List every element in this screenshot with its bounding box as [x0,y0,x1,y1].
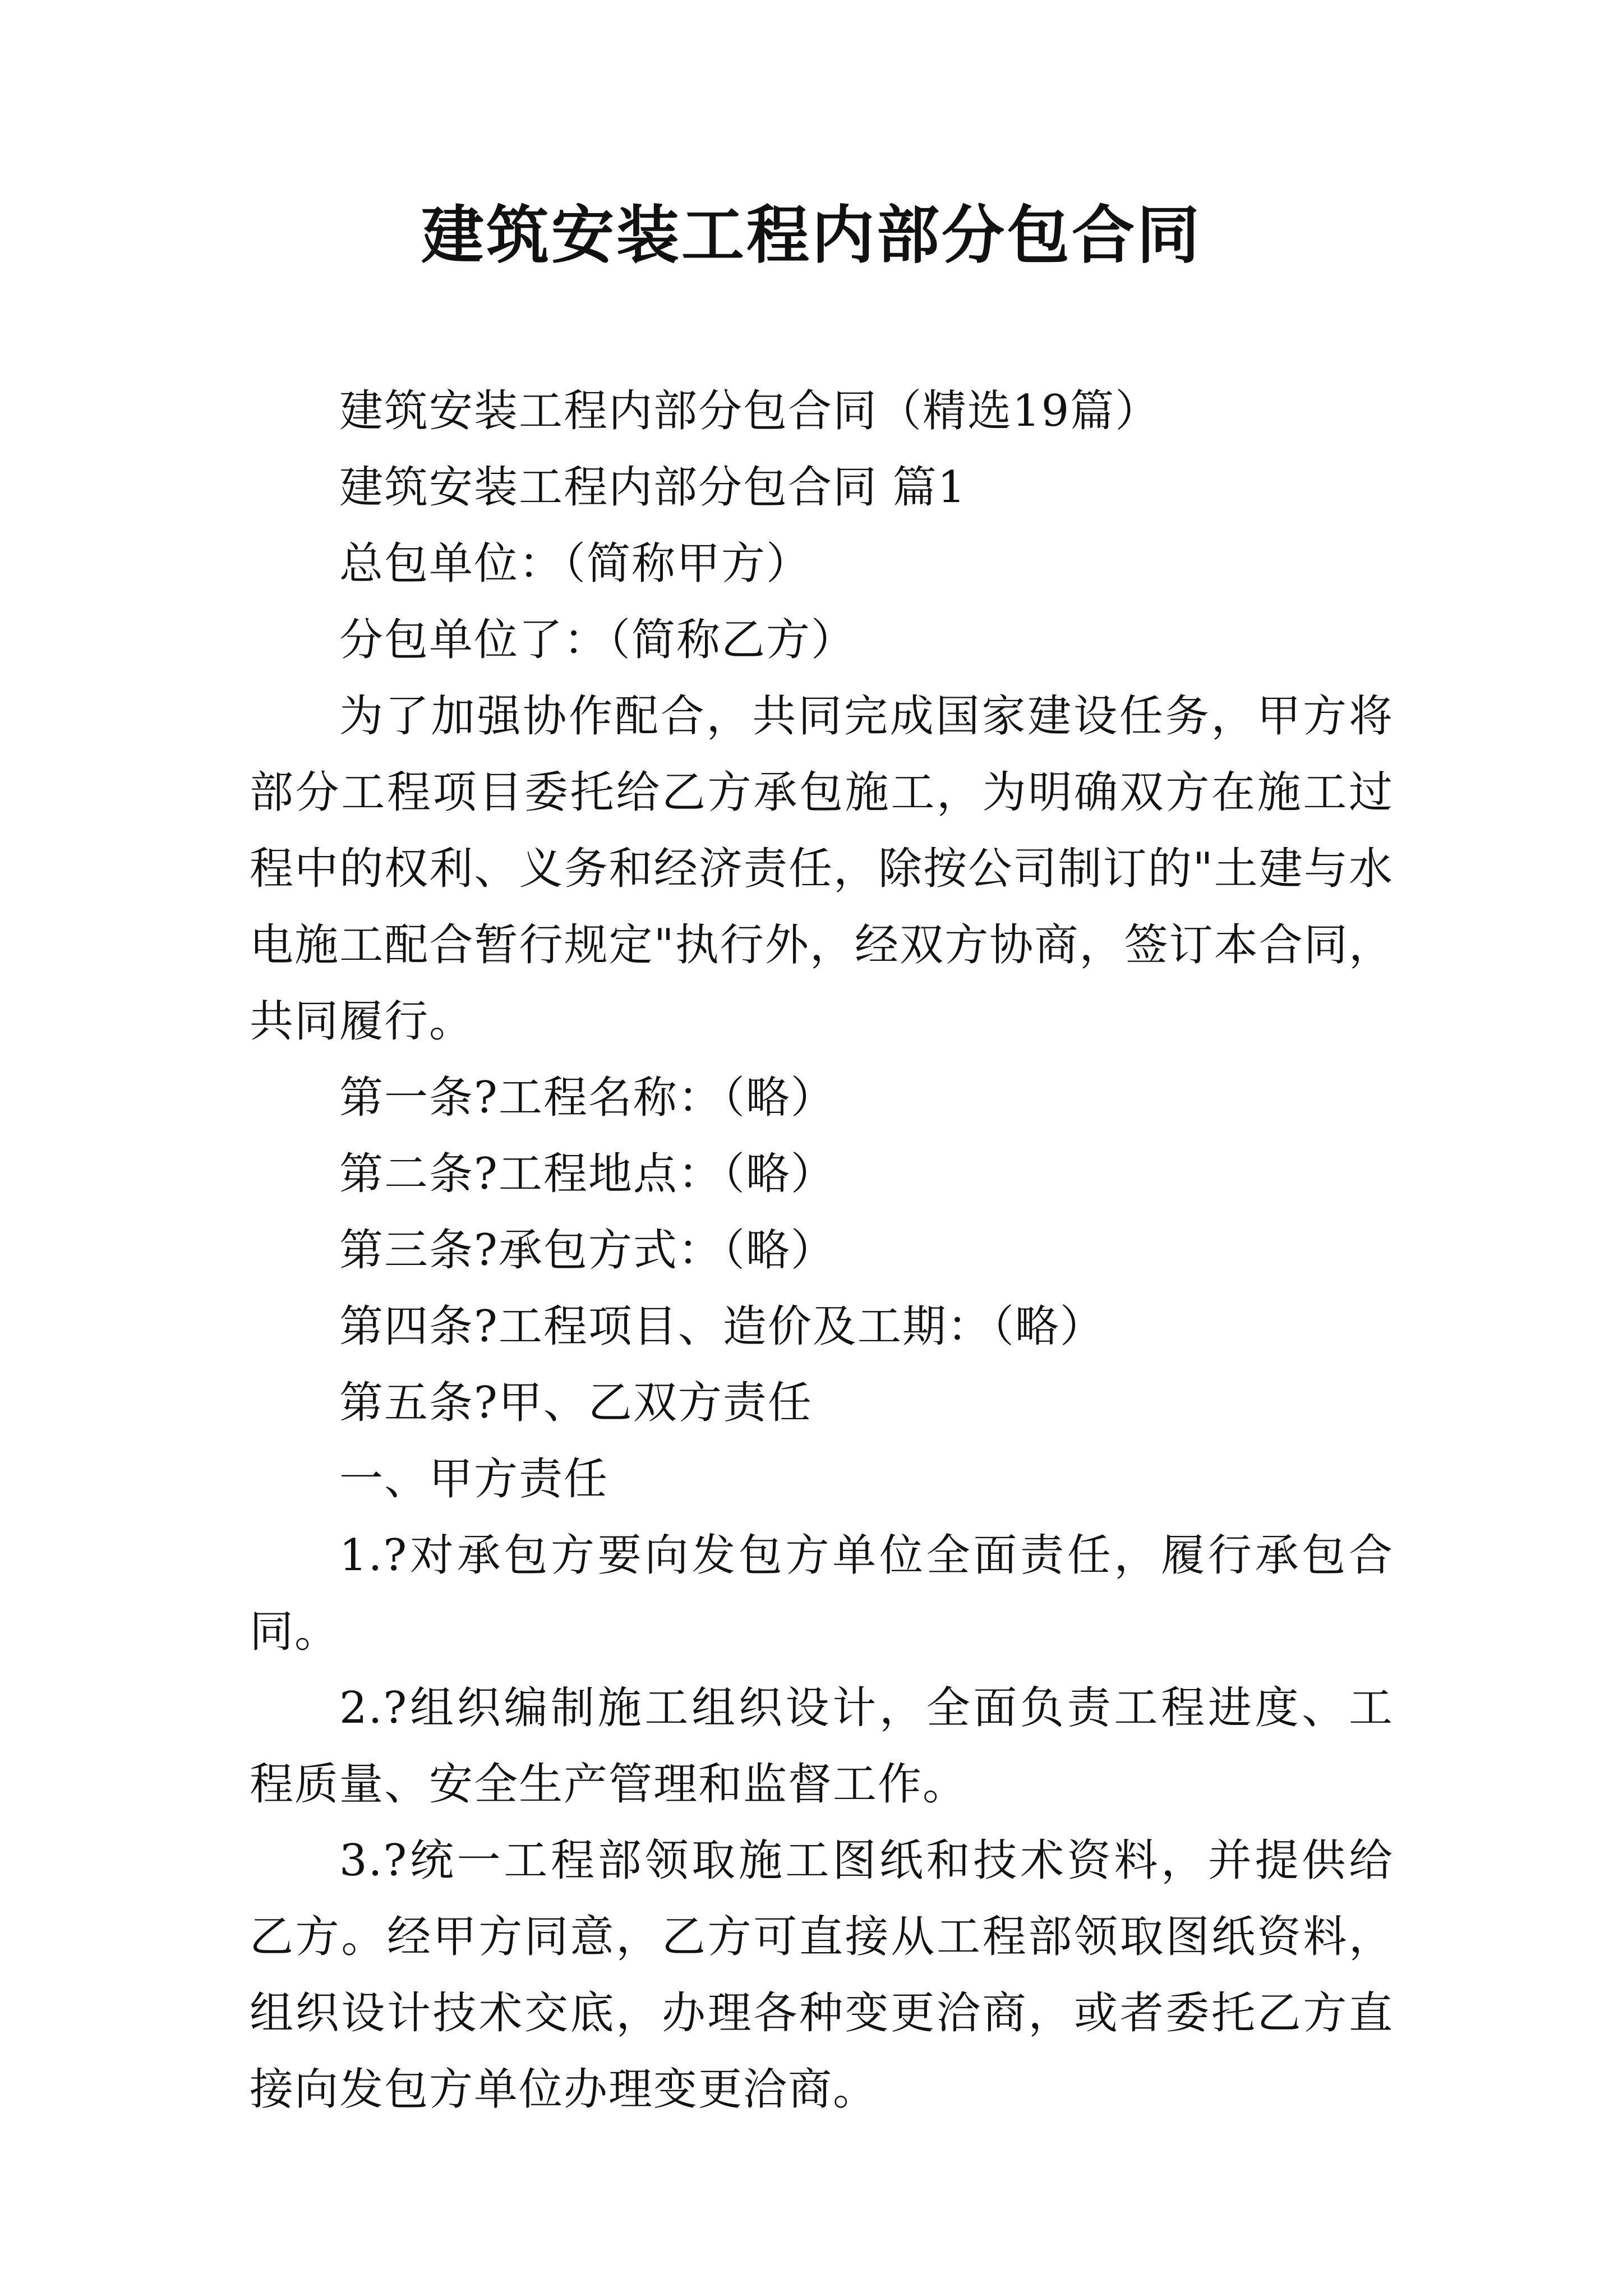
document-title: 建筑安装工程内部分包合同 [421,199,1202,272]
article-3: 第三条?承包方式：（略） [339,1225,836,1276]
article-2: 第二条?工程地点：（略） [339,1149,836,1199]
section-heading: 建筑安装工程内部分包合同 篇1 [339,462,967,513]
responsibility-item-2: 2.?组织编制施工组织设计，全面负责工程进度、工程质量、安全生产管理和监督工作。 [250,1683,1394,1810]
party-a-responsibility-heading: 一、甲方责任 [339,1454,609,1504]
article-4: 第四条?工程项目、造价及工期：（略） [339,1301,1105,1352]
document-body [250,373,1394,2128]
responsibility-item-1: 1.?对承包方要向发包方单位全面责任，履行承包合同。 [250,1530,1394,1657]
responsibility-item-3: 3.?统一工程部领取施工图纸和技术资料，并提供给乙方。经甲方同意，乙方可直接从工程部领取图纸资料，组织设计技术交底，办理各种变更洽商，或者委托乙方直接向发包方单位办理变更洽商。 [250,1835,1394,2115]
party-b-line: 分包单位了：（简称乙方） [339,615,856,665]
article-1: 第一条?工程名称：（略） [339,1073,836,1123]
subtitle-line: 建筑安装工程内部分包合同（精选19篇） [339,386,1160,436]
article-5: 第五条?甲、乙双方责任 [339,1378,813,1428]
preamble-paragraph: 为了加强协作配合，共同完成国家建设任务，甲方将部分工程项目委托给乙方承包施工，为明确双方在施工过程中的权利、义务和经济责任，除按公司制订的"土建与水电施工配合暂行规定"执行外，经双方协商，签订本合同，共同履行。 [250,691,1394,1047]
party-a-line: 总包单位：（简称甲方） [339,539,811,589]
